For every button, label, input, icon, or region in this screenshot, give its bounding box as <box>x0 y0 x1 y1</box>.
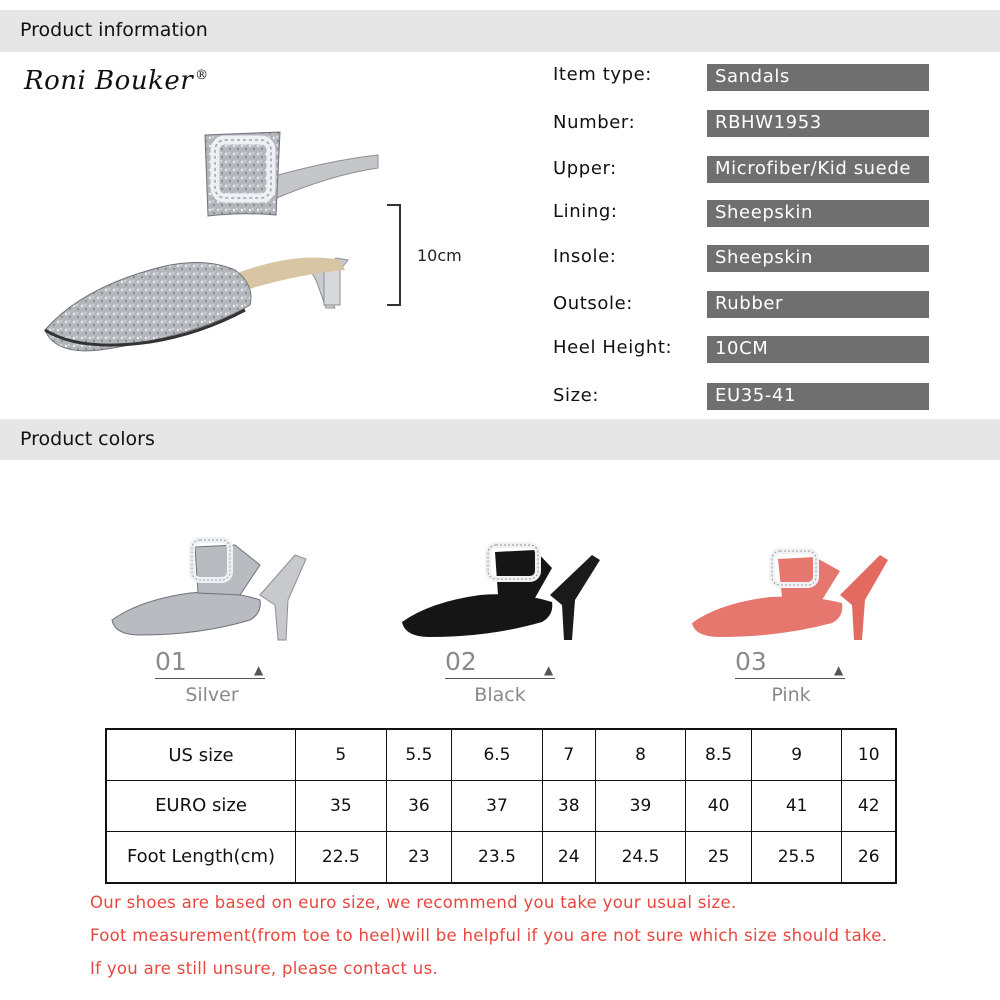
spec-label-heel-height: Heel Height: <box>553 337 673 358</box>
table-cell: 40 <box>686 781 751 832</box>
triangle-icon: ▲ <box>254 663 264 677</box>
heel-height-bracket <box>387 204 401 306</box>
color-number-silver: 01 <box>155 647 187 676</box>
triangle-icon: ▲ <box>544 663 554 677</box>
spec-value-outsole: Rubber <box>707 291 929 318</box>
spec-value-size: EU35-41 <box>707 383 929 410</box>
table-cell: 42 <box>842 781 896 832</box>
registered-mark: ® <box>195 68 209 84</box>
table-cell: 35 <box>296 781 387 832</box>
table-cell: 7 <box>542 729 595 781</box>
table-cell: 5.5 <box>386 729 451 781</box>
table-row <box>106 781 896 832</box>
spec-label-size: Size: <box>553 385 600 406</box>
table-cell: 10 <box>842 729 896 781</box>
hero-shoe-image <box>40 120 380 380</box>
table-row <box>106 729 896 781</box>
info-section-title: Product information <box>20 19 208 41</box>
table-cell: 24 <box>542 831 595 883</box>
size-note-1: Our shoes are based on euro size, we recommend you take your usual size. <box>90 893 737 912</box>
table-cell: 8.5 <box>686 729 751 781</box>
table-cell: 25.5 <box>751 831 842 883</box>
color-number-pink: 03 <box>735 647 767 676</box>
spec-label-lining: Lining: <box>553 201 618 222</box>
color-shoe-pink[interactable] <box>690 545 895 645</box>
spec-value-insole: Sheepskin <box>707 245 929 272</box>
table-cell: 36 <box>386 781 451 832</box>
table-cell: 23 <box>386 831 451 883</box>
row-header-euro-size: EURO size <box>106 781 296 832</box>
table-cell: 25 <box>686 831 751 883</box>
spec-value-heel-height: 10CM <box>707 336 929 363</box>
color-shoe-silver[interactable] <box>110 535 310 645</box>
spec-label-insole: Insole: <box>553 246 617 267</box>
table-cell: 41 <box>751 781 842 832</box>
size-note-3: If you are still unsure, please contact us. <box>90 959 439 978</box>
table-cell: 38 <box>542 781 595 832</box>
spec-value-upper: Microfiber/Kid suede <box>707 156 929 183</box>
brand-logo <box>24 66 209 96</box>
color-underline-pink <box>735 678 845 679</box>
heel-height-label: 10cm <box>417 246 462 265</box>
color-underline-black <box>445 678 555 679</box>
row-header-foot-length: Foot Length(cm) <box>106 831 296 883</box>
table-cell: 5 <box>296 729 387 781</box>
triangle-icon: ▲ <box>834 663 844 677</box>
spec-label-upper: Upper: <box>553 158 617 179</box>
spec-value-number: RBHW1953 <box>707 110 929 137</box>
color-underline-silver <box>155 678 265 679</box>
table-cell: 9 <box>751 729 842 781</box>
table-cell: 26 <box>842 831 896 883</box>
spec-label-number: Number: <box>553 112 636 133</box>
color-name-silver: Silver <box>185 684 239 706</box>
table-cell: 37 <box>452 781 543 832</box>
table-cell: 8 <box>595 729 686 781</box>
table-cell: 24.5 <box>595 831 686 883</box>
color-shoe-black[interactable] <box>400 540 605 645</box>
table-cell: 39 <box>595 781 686 832</box>
table-cell: 22.5 <box>296 831 387 883</box>
size-chart-table <box>105 728 897 884</box>
table-cell: 6.5 <box>452 729 543 781</box>
table-row <box>106 831 896 883</box>
color-name-pink: Pink <box>771 684 811 706</box>
spec-label-outsole: Outsole: <box>553 293 633 314</box>
spec-label-item-type: Item type: <box>553 64 652 85</box>
spec-value-item-type: Sandals <box>707 64 929 91</box>
spec-value-lining: Sheepskin <box>707 200 929 227</box>
table-cell: 23.5 <box>452 831 543 883</box>
size-note-2: Foot measurement(from toe to heel)will be helpful if you are not sure which size should take. <box>90 926 888 945</box>
color-number-black: 02 <box>445 647 477 676</box>
brand-name: Roni Bouker <box>24 66 194 96</box>
color-name-black: Black <box>474 684 526 706</box>
row-header-us-size: US size <box>106 729 296 781</box>
colors-section-title: Product colors <box>20 428 155 450</box>
